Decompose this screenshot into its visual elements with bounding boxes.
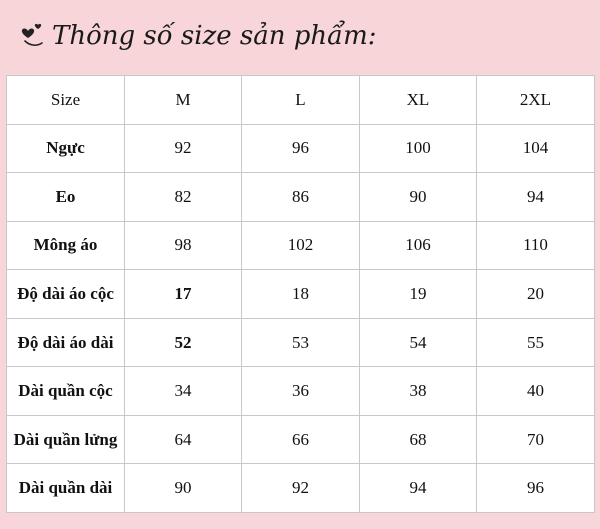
table-cell: 64 (125, 415, 242, 464)
header-size-label: Size (7, 76, 125, 125)
table-row (7, 270, 595, 319)
table-cell: 40 (477, 367, 595, 416)
table-cell: 92 (242, 464, 360, 513)
table-cell: 18 (242, 270, 360, 319)
table-cell: 104 (477, 124, 595, 173)
table-cell: 53 (242, 318, 360, 367)
header-size-2xl: 2XL (477, 76, 595, 125)
table-cell: 100 (360, 124, 477, 173)
table-header-row (7, 76, 595, 125)
table-cell: 52 (125, 318, 242, 367)
row-label: Mông áo (7, 221, 125, 270)
row-label: Dài quần cộc (7, 367, 125, 416)
table-cell: 54 (360, 318, 477, 367)
table-cell: 34 (125, 367, 242, 416)
header-size-xl: XL (360, 76, 477, 125)
table-cell: 19 (360, 270, 477, 319)
row-label: Eo (7, 173, 125, 222)
table-cell: 98 (125, 221, 242, 270)
page-title-wrap (20, 14, 377, 58)
header-size-l: L (242, 76, 360, 125)
table-cell: 70 (477, 415, 595, 464)
table-row (7, 367, 595, 416)
table-cell: 94 (477, 173, 595, 222)
table-cell: 110 (477, 221, 595, 270)
table-cell: 38 (360, 367, 477, 416)
hearts-icon (20, 21, 48, 51)
row-label: Ngực (7, 124, 125, 173)
table-cell: 94 (360, 464, 477, 513)
table-cell: 90 (360, 173, 477, 222)
table-cell: 90 (125, 464, 242, 513)
table-cell: 106 (360, 221, 477, 270)
size-table (6, 75, 595, 513)
table-cell: 102 (242, 221, 360, 270)
row-label: Độ dài áo cộc (7, 270, 125, 319)
table-cell: 55 (477, 318, 595, 367)
table-row (7, 415, 595, 464)
table-row (7, 124, 595, 173)
table-row (7, 173, 595, 222)
row-label: Dài quần dài (7, 464, 125, 513)
table-cell: 82 (125, 173, 242, 222)
table-cell: 86 (242, 173, 360, 222)
page-title: Thông số size sản phẩm: (52, 21, 377, 51)
row-label: Độ dài áo dài (7, 318, 125, 367)
table-cell: 66 (242, 415, 360, 464)
table-cell: 92 (125, 124, 242, 173)
table-cell: 20 (477, 270, 595, 319)
table-row (7, 318, 595, 367)
table-cell: 96 (477, 464, 595, 513)
table-cell: 96 (242, 124, 360, 173)
table-row (7, 464, 595, 513)
row-label: Dài quần lửng (7, 415, 125, 464)
table-cell: 68 (360, 415, 477, 464)
table-cell: 36 (242, 367, 360, 416)
header-size-m: M (125, 76, 242, 125)
table-row (7, 221, 595, 270)
table-cell: 17 (125, 270, 242, 319)
